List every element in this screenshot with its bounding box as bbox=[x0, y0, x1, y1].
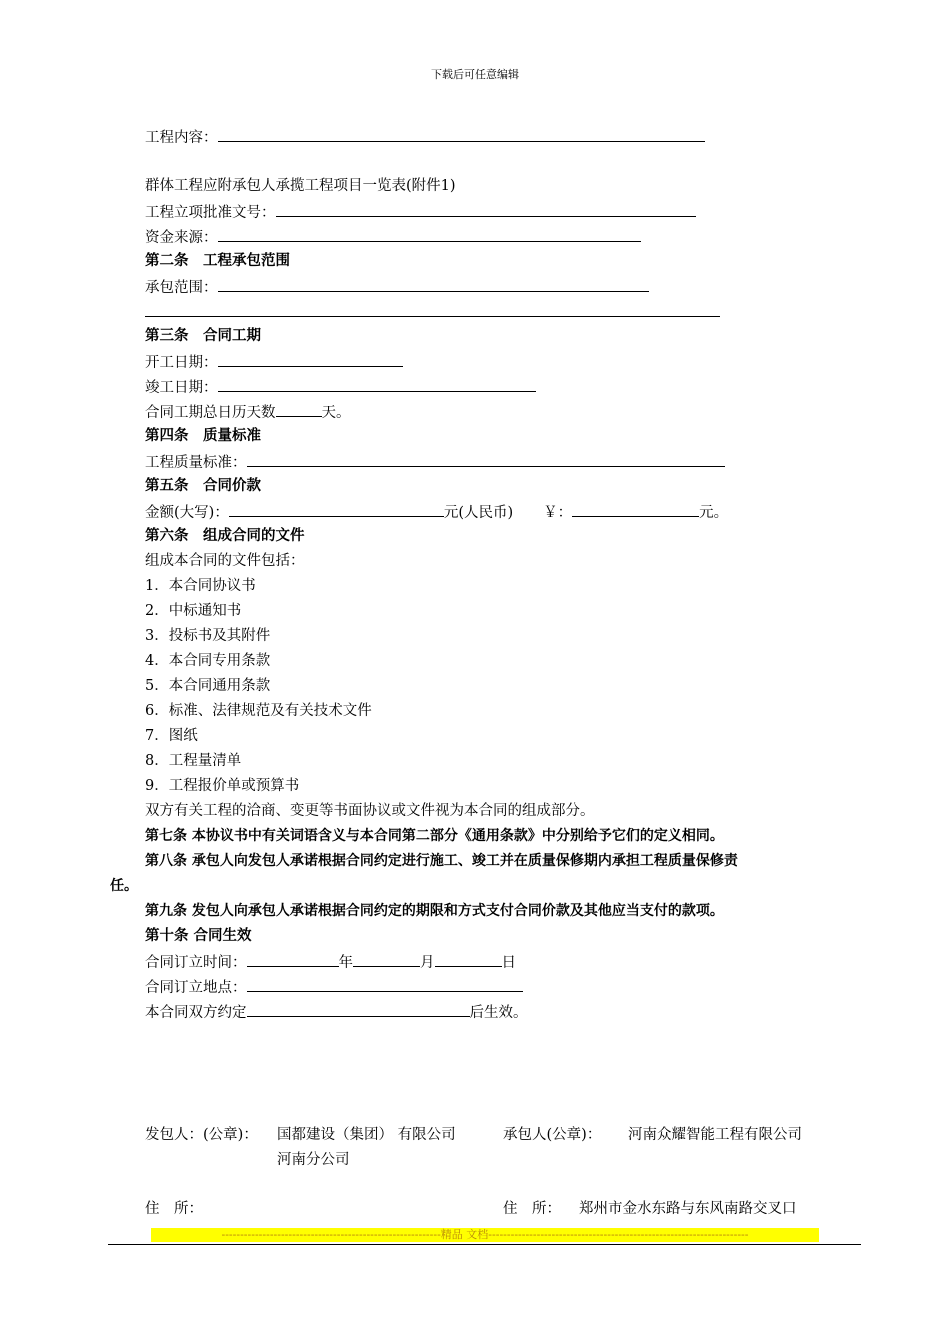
line-effective-condition: 本合同双方约定 后生效。 bbox=[145, 1002, 528, 1022]
employer-name-branch: 河南分公司 bbox=[277, 1152, 350, 1168]
blank-field bbox=[218, 352, 403, 367]
list-item: 2．中标通知书 bbox=[145, 603, 242, 619]
list-item: 7．图纸 bbox=[145, 728, 198, 744]
line-approval-number: 工程立项批准文号： bbox=[145, 202, 696, 222]
article-8-continued: 任。 bbox=[110, 878, 138, 894]
article-4-heading: 第四条 质量标准 bbox=[145, 428, 261, 444]
blank-field bbox=[218, 227, 641, 242]
employer-label: 发包人：(公章)： bbox=[145, 1127, 258, 1143]
article-9: 第九条 发包人向承包人承诺根据合同约定的期限和方式支付合同价款及其他应当支付的款项。 bbox=[145, 903, 724, 919]
blank-field bbox=[572, 502, 699, 517]
article-6-heading: 第六条 组成合同的文件 bbox=[145, 528, 305, 544]
article-3-heading: 第三条 合同工期 bbox=[145, 328, 261, 344]
blank-field bbox=[218, 277, 649, 292]
blank-field bbox=[145, 302, 720, 317]
contractor-label: 承包人(公章)： bbox=[503, 1127, 602, 1143]
blank-field bbox=[247, 977, 523, 992]
blank-field bbox=[218, 377, 536, 392]
list-item: 4．本合同专用条款 bbox=[145, 653, 271, 669]
line-start-date: 开工日期： bbox=[145, 352, 403, 372]
page-header-note: 下载后可任意编辑 bbox=[431, 68, 519, 81]
article-7: 第七条 本协议书中有关词语含义与本合同第二部分《通用条款》中分别给予它们的定义相同。 bbox=[145, 828, 724, 844]
blank-field bbox=[276, 202, 696, 217]
line-documents-intro: 组成本合同的文件包括： bbox=[145, 553, 305, 569]
line-completion-date: 竣工日期： bbox=[145, 377, 536, 397]
line-quality-standard: 工程质量标准： bbox=[145, 452, 725, 472]
footer-banner: -----------------------------------------------------------精品 文档---------------------------------------------------------------------- bbox=[151, 1228, 819, 1242]
article-10-heading: 第十条 合同生效 bbox=[145, 928, 252, 944]
line-total-days: 合同工期总日历天数 天。 bbox=[145, 402, 351, 422]
contractor-address-label: 住 所： bbox=[503, 1201, 561, 1217]
footer-label: 精品 文档 bbox=[440, 1228, 489, 1241]
blank-field bbox=[276, 402, 322, 417]
list-item: 3．投标书及其附件 bbox=[145, 628, 271, 644]
blank-field bbox=[353, 952, 420, 967]
line-project-content: 工程内容： bbox=[145, 127, 705, 147]
footer-rule bbox=[108, 1244, 861, 1245]
article-2-heading: 第二条 工程承包范围 bbox=[145, 253, 290, 269]
contractor-address: 郑州市金水东路与东风南路交叉口 bbox=[579, 1201, 797, 1217]
blank-field bbox=[247, 952, 339, 967]
employer-address-label: 住 所： bbox=[145, 1201, 203, 1217]
list-item: 9．工程报价单或预算书 bbox=[145, 778, 300, 794]
line-documents-note: 双方有关工程的洽商、变更等书面协议或文件视为本合同的组成部分。 bbox=[145, 803, 595, 819]
blank-field bbox=[218, 127, 705, 142]
list-item: 1．本合同协议书 bbox=[145, 578, 256, 594]
article-8: 第八条 承包人向发包人承诺根据合同约定进行施工、竣工并在质量保修期内承担工程质量保修责 bbox=[145, 853, 738, 869]
blank-field bbox=[247, 452, 725, 467]
list-item: 5．本合同通用条款 bbox=[145, 678, 271, 694]
list-item: 6．标准、法律规范及有关技术文件 bbox=[145, 703, 372, 719]
line-funding-source: 资金来源： bbox=[145, 227, 641, 247]
line-contract-amount: 金额(大写)： 元(人民币) ￥： 元。 bbox=[145, 502, 728, 522]
line-attachment-note: 群体工程应附承包人承揽工程项目一览表(附件1) bbox=[145, 178, 456, 194]
line-signing-time: 合同订立时间： 年 月 日 bbox=[145, 952, 516, 972]
blank-field bbox=[435, 952, 502, 967]
line-signing-place: 合同订立地点： bbox=[145, 977, 523, 997]
contractor-name: 河南众耀智能工程有限公司 bbox=[628, 1127, 802, 1143]
line-scope: 承包范围： bbox=[145, 277, 649, 297]
article-5-heading: 第五条 合同价款 bbox=[145, 478, 261, 494]
blank-field bbox=[229, 502, 444, 517]
list-item: 8．工程量清单 bbox=[145, 753, 242, 769]
employer-name: 国都建设（集团） 有限公司 bbox=[277, 1127, 456, 1143]
line-scope-continued bbox=[145, 302, 720, 322]
blank-field bbox=[247, 1002, 470, 1017]
